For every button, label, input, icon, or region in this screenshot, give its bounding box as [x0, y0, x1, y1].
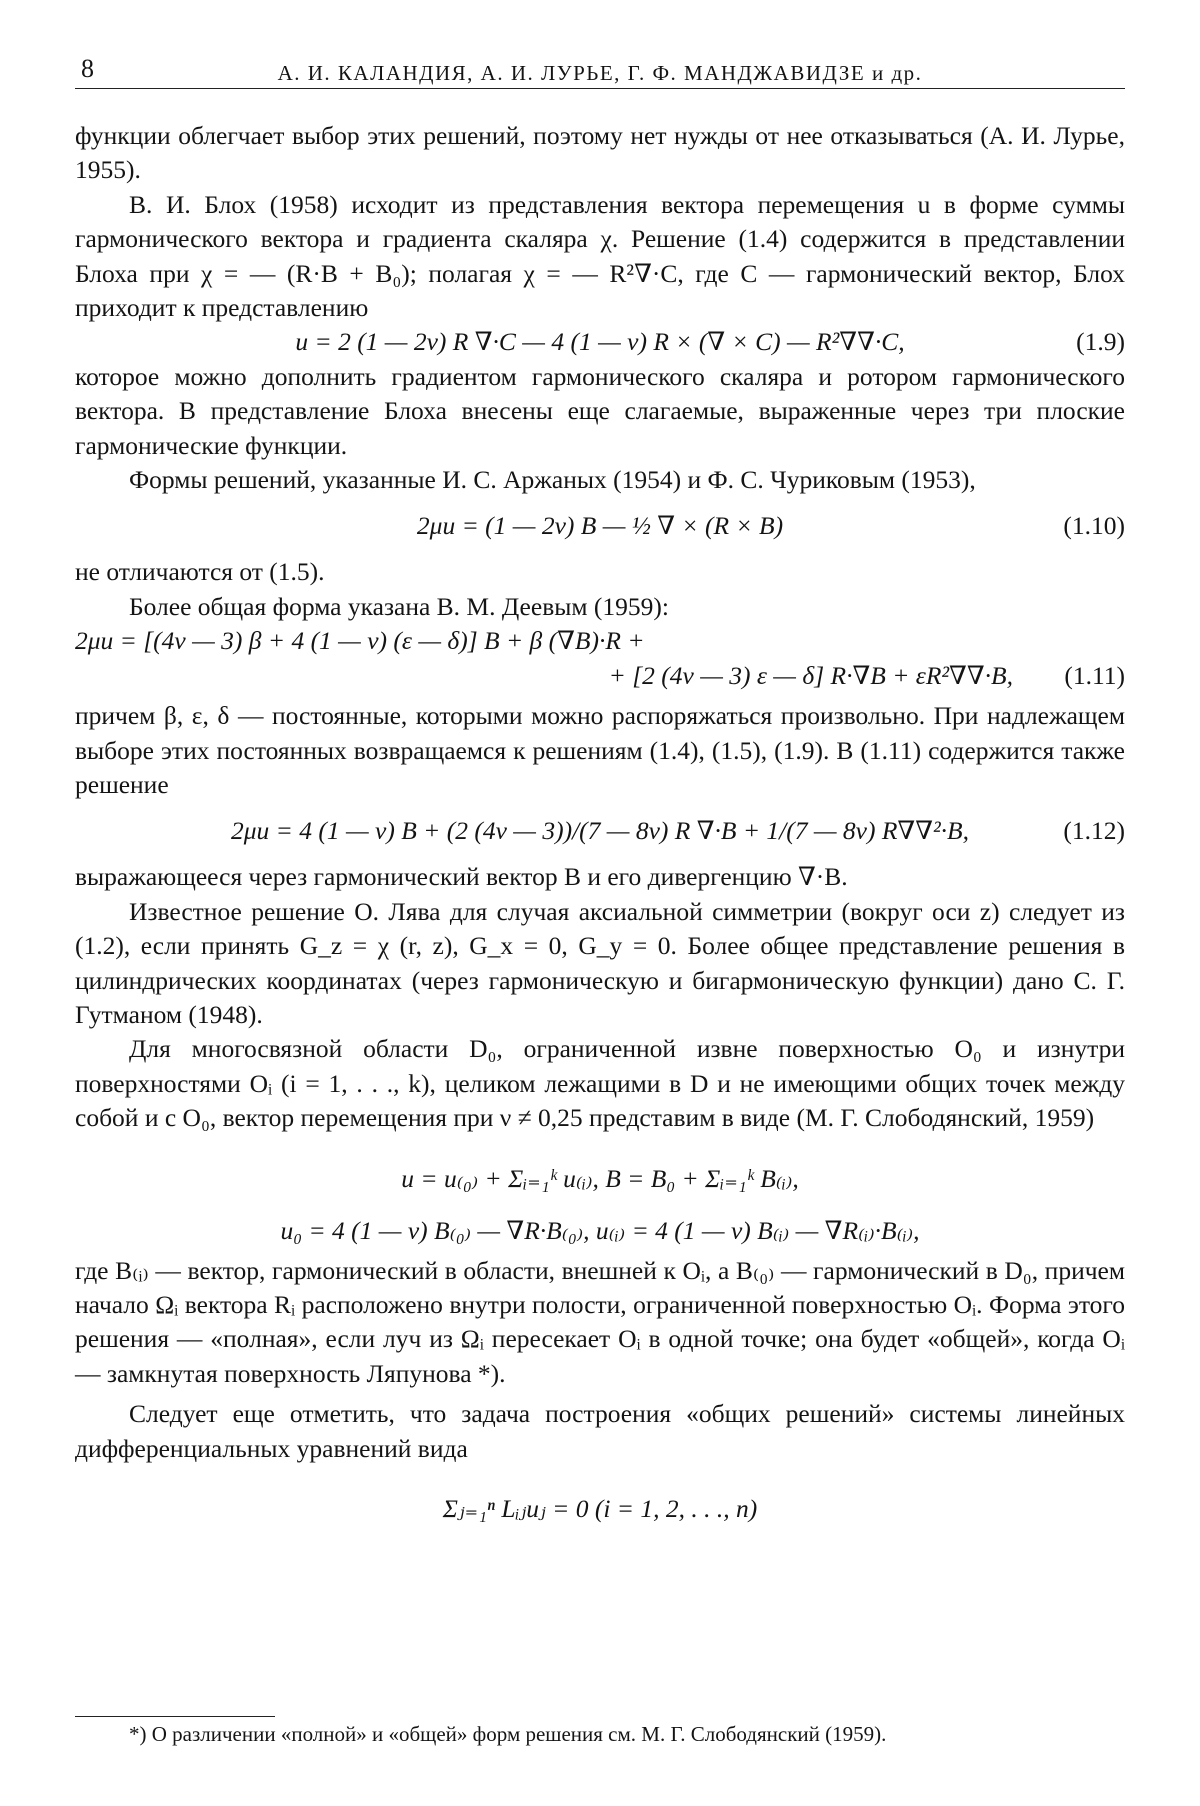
equation-1-11-line-1 — [75, 624, 1125, 658]
page-number: 8 — [81, 54, 96, 83]
equation-1-12 — [75, 802, 1125, 860]
book-page — [75, 52, 1125, 1538]
paragraph: Формы решений, указанные И. С. Аржаных (1954) и Ф. С. Чуриковым (1953), — [129, 465, 976, 495]
paragraph: не отличаются от (1.5). — [75, 557, 325, 587]
equation-number: (1.10) — [1063, 511, 1125, 541]
equation-body: 2μu = [(4ν — 3) β + 4 (1 — ν) (ε — δ)] B + β (∇B)·R + — [75, 626, 645, 656]
equation-sum-1 — [75, 1150, 1125, 1208]
paragraph: В. И. Блох (1958) исходит из представления вектора перемещения u в форме суммы гармонического вектора и градиента скаляра χ. Решение (1.4) содержится в представлении Блоха при χ = — (R·B + B₀); полагая χ = — R²∇·C, где C — гармонический вектор, Блох приходит к представлению — [75, 189, 1125, 323]
paragraph: функции облегчает выбор этих решений, поэтому нет нужды от нее отказываться (А. И. Лурье, 1955). — [75, 121, 1125, 185]
paragraph: где B₍ᵢ₎ — вектор, гармонический в области, внешней к Oᵢ, а B₍₀₎ — гармонический в D₀, причем начало Ωᵢ вектора Rᵢ расположено внутри полости, ограниченной поверхностью Oᵢ. Форма этого решения — «полная», если луч из Ωᵢ пересекает Oᵢ в одной точке; она будет «общей», когда Oᵢ — замкнутая поверхность Ляпунова *). — [75, 1255, 1125, 1388]
equation-body: u₀ = 4 (1 — ν) B₍₀₎ — ∇R·B₍₀₎, u₍ᵢ₎ = 4 (1 — ν) B₍ᵢ₎ — ∇R₍ᵢ₎·B₍ᵢ₎, — [280, 1215, 920, 1245]
equation-body: 2μu = 4 (1 — ν) B + (2 (4ν — 3))/(7 — 8ν) R ∇·B + 1/(7 — 8ν) R∇∇²·B, — [230, 816, 970, 846]
footnote-rule — [75, 1716, 275, 1717]
equation-body: Σⱼ₌₁ⁿ Lᵢⱼuⱼ = 0 (i = 1, 2, . . ., n) — [442, 1494, 758, 1523]
equation-1-11-line-2 — [75, 659, 1125, 693]
equation-number: (1.12) — [1063, 816, 1125, 846]
equation-body: + [2 (4ν — 3) ε — δ] R·∇B + εR²∇∇·B, — [608, 660, 1013, 690]
equation-1-10 — [75, 497, 1125, 555]
equation-body: 2μu = (1 — 2ν) B — ½ ∇ × (R × B) — [416, 511, 784, 541]
equation-body: u = u₍₀₎ + Σᵢ₌₁ᵏ u₍ᵢ₎, B = B₀ + Σᵢ₌₁ᵏ B₍ᵢ₎, — [401, 1163, 799, 1193]
equation-1-9 — [75, 325, 1125, 359]
equation-number: (1.9) — [1076, 327, 1125, 357]
paragraph: выражающееся через гармонический вектор B и его дивергенцию ∇·B. — [75, 862, 848, 892]
paragraph: Следует еще отметить, что задача построения «общих решений» системы линейных дифференциальных уравнений вида — [75, 1399, 1125, 1463]
equation-sum-2 — [75, 1208, 1125, 1254]
paragraph: которое можно дополнить градиентом гармонического скаляра и ротором гармонического вектора. В представление Блоха внесены еще слагаемые, выраженные через три плоские гармонические функции. — [75, 361, 1125, 460]
paragraph: Известное решение О. Лява для случая аксиальной симметрии (вокруг оси z) следует из (1.2), если принять G_z = χ (r, z), G_x = 0, G_y = 0. Более общее представление решения в цилиндрических координатах (через гармоническую и бигармоническую функции) дано С. Г. Гутманом (1948). — [75, 896, 1125, 1029]
footnote: *) О различении «полной» и «общей» форм решения см. М. Г. Слободянский (1959). — [129, 1722, 887, 1746]
equation-body: u = 2 (1 — 2ν) R ∇·C — 4 (1 — ν) R × (∇ × C) — R²∇∇·C, — [295, 327, 905, 357]
paragraph: причем β, ε, δ — постоянные, которыми можно распоряжаться произвольно. При надлежащем выборе этих постоянных возвращаемся к решениям (1.4), (1.5), (1.9). В (1.11) содержится также решение — [75, 701, 1125, 799]
paragraph: Для многосвязной области D₀, ограниченной извне поверхностью O₀ и изнутри поверхностями Oᵢ (i = 1, . . ., k), целиком лежащими в D и не имеющими общих точек между собой и с O₀, вектор перемещения при ν ≠ 0,25 представим в виде (М. Г. Слободянский, 1959) — [75, 1034, 1125, 1133]
page-body — [75, 119, 1125, 1538]
page-header — [75, 52, 1125, 89]
paragraph: Более общая форма указана В. М. Деевым (1959): — [129, 591, 669, 621]
running-title: А. И. КАЛАНДИЯ, А. И. ЛУРЬЕ, Г. Ф. МАНДЖАВИДЗЕ и др. — [277, 61, 923, 85]
equation-number: (1.11) — [1064, 660, 1125, 690]
equation-system — [75, 1480, 1125, 1538]
